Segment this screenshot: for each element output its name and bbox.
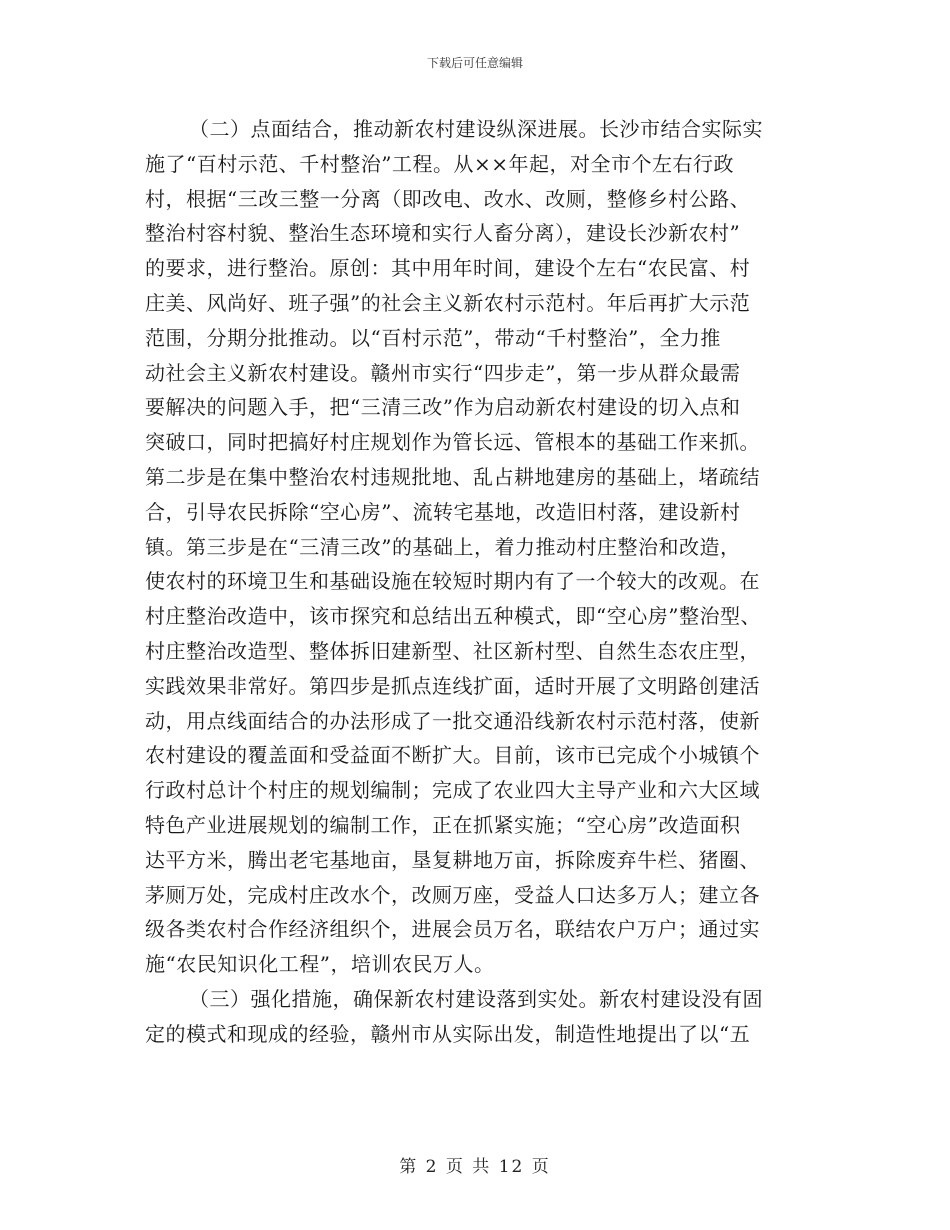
text-line: 村，根据“三改三整一分离（即改电、改水、改厕，整修乡村公路、 [145,186,751,211]
text-line: 第二步是在集中整治农村违规批地、乱占耕地建房的基础上，堵疏结 [145,464,760,489]
text-line: 达平方米，腾出老宅基地亩，垦复耕地万亩，拆除废弃牛栏、猪圈、 [145,847,760,872]
text-line: 动，用点线面结合的办法形成了一批交通沿线新农村示范村落，使新 [145,708,760,733]
text-line: 突破口，同时把搞好村庄规划作为管长远、管根本的基础工作来抓。 [145,430,760,455]
text-line: 级各类农村合作经济组织个，进展会员万名，联结农户万户；通过实 [145,917,760,942]
page-header: 下载后可任意编辑 [426,56,523,70]
text-line: 施“农民知识化工程”，培训农民万人。 [145,952,495,977]
text-line: 动社会主义新农村建设。赣州市实行“四步走”，第一步从群众最需 [145,360,741,385]
document-body [145,112,805,1052]
text-line: 使农村的环境卫生和基础设施在较短时期内有了一个较大的改观。在 [145,569,760,594]
text-line: （二）点面结合，推动新农村建设纵深进展。长沙市结合实际实 [189,117,763,141]
text-line: 村庄整治改造中，该市探究和总结出五种模式，即“空心房”整治型、 [145,604,761,629]
text-line: 要解决的问题入手，把“三清三改”作为启动新农村建设的切入点和 [145,395,741,420]
text-line: 合，引导农民拆除“空心房”、流转宅基地，改造旧村落，建设新村 [145,499,741,524]
text-line: 行政村总计个村庄的规划编制；完成了农业四大主导产业和六大区域 [145,778,760,803]
text-line: 整治村容村貌、整治生态环境和实行人畜分离），建设长沙新农村” [145,221,741,246]
text-line: （三）强化措施，确保新农村建设落到实处。新农村建设没有固 [189,986,763,1011]
text-line: 村庄整治改造型、整体拆旧建新型、社区新村型、自然生态农庄型， [145,638,760,663]
text-line: 范围，分期分批推动。以“百村示范”，带动“千村整治”，全力推 [145,325,721,350]
text-line: 茅厕万处，完成村庄改水个，改厕万座，受益人口达多万人；建立各 [145,882,760,907]
text-line: 农村建设的覆盖面和受益面不断扩大。目前，该市已完成个小城镇个 [145,743,760,768]
text-line: 的要求，进行整治。原创：其中用年时间，建设个左右“农民富、村 [145,256,751,281]
text-line: 实践效果非常好。第四步是抓点连线扩面，适时开展了文明路创建活 [145,673,760,698]
text-line: 特色产业进展规划的编制工作，正在抓紧实施；“空心房”改造面积 [145,812,741,837]
text-line: 定的模式和现成的经验，赣州市从实际出发，制造性地提出了以“五 [145,1021,751,1046]
text-line: 镇。第三步是在“三清三改”的基础上，着力推动村庄整治和改造， [145,534,741,559]
page-number: 第 2 页 共 12 页 [399,1157,551,1177]
text-line: 施了“百村示范、千村整治”工程。从××年起，对全市个左右行政 [145,151,734,176]
text-line: 庄美、风尚好、班子强”的社会主义新农村示范村。年后再扩大示范 [145,290,751,315]
